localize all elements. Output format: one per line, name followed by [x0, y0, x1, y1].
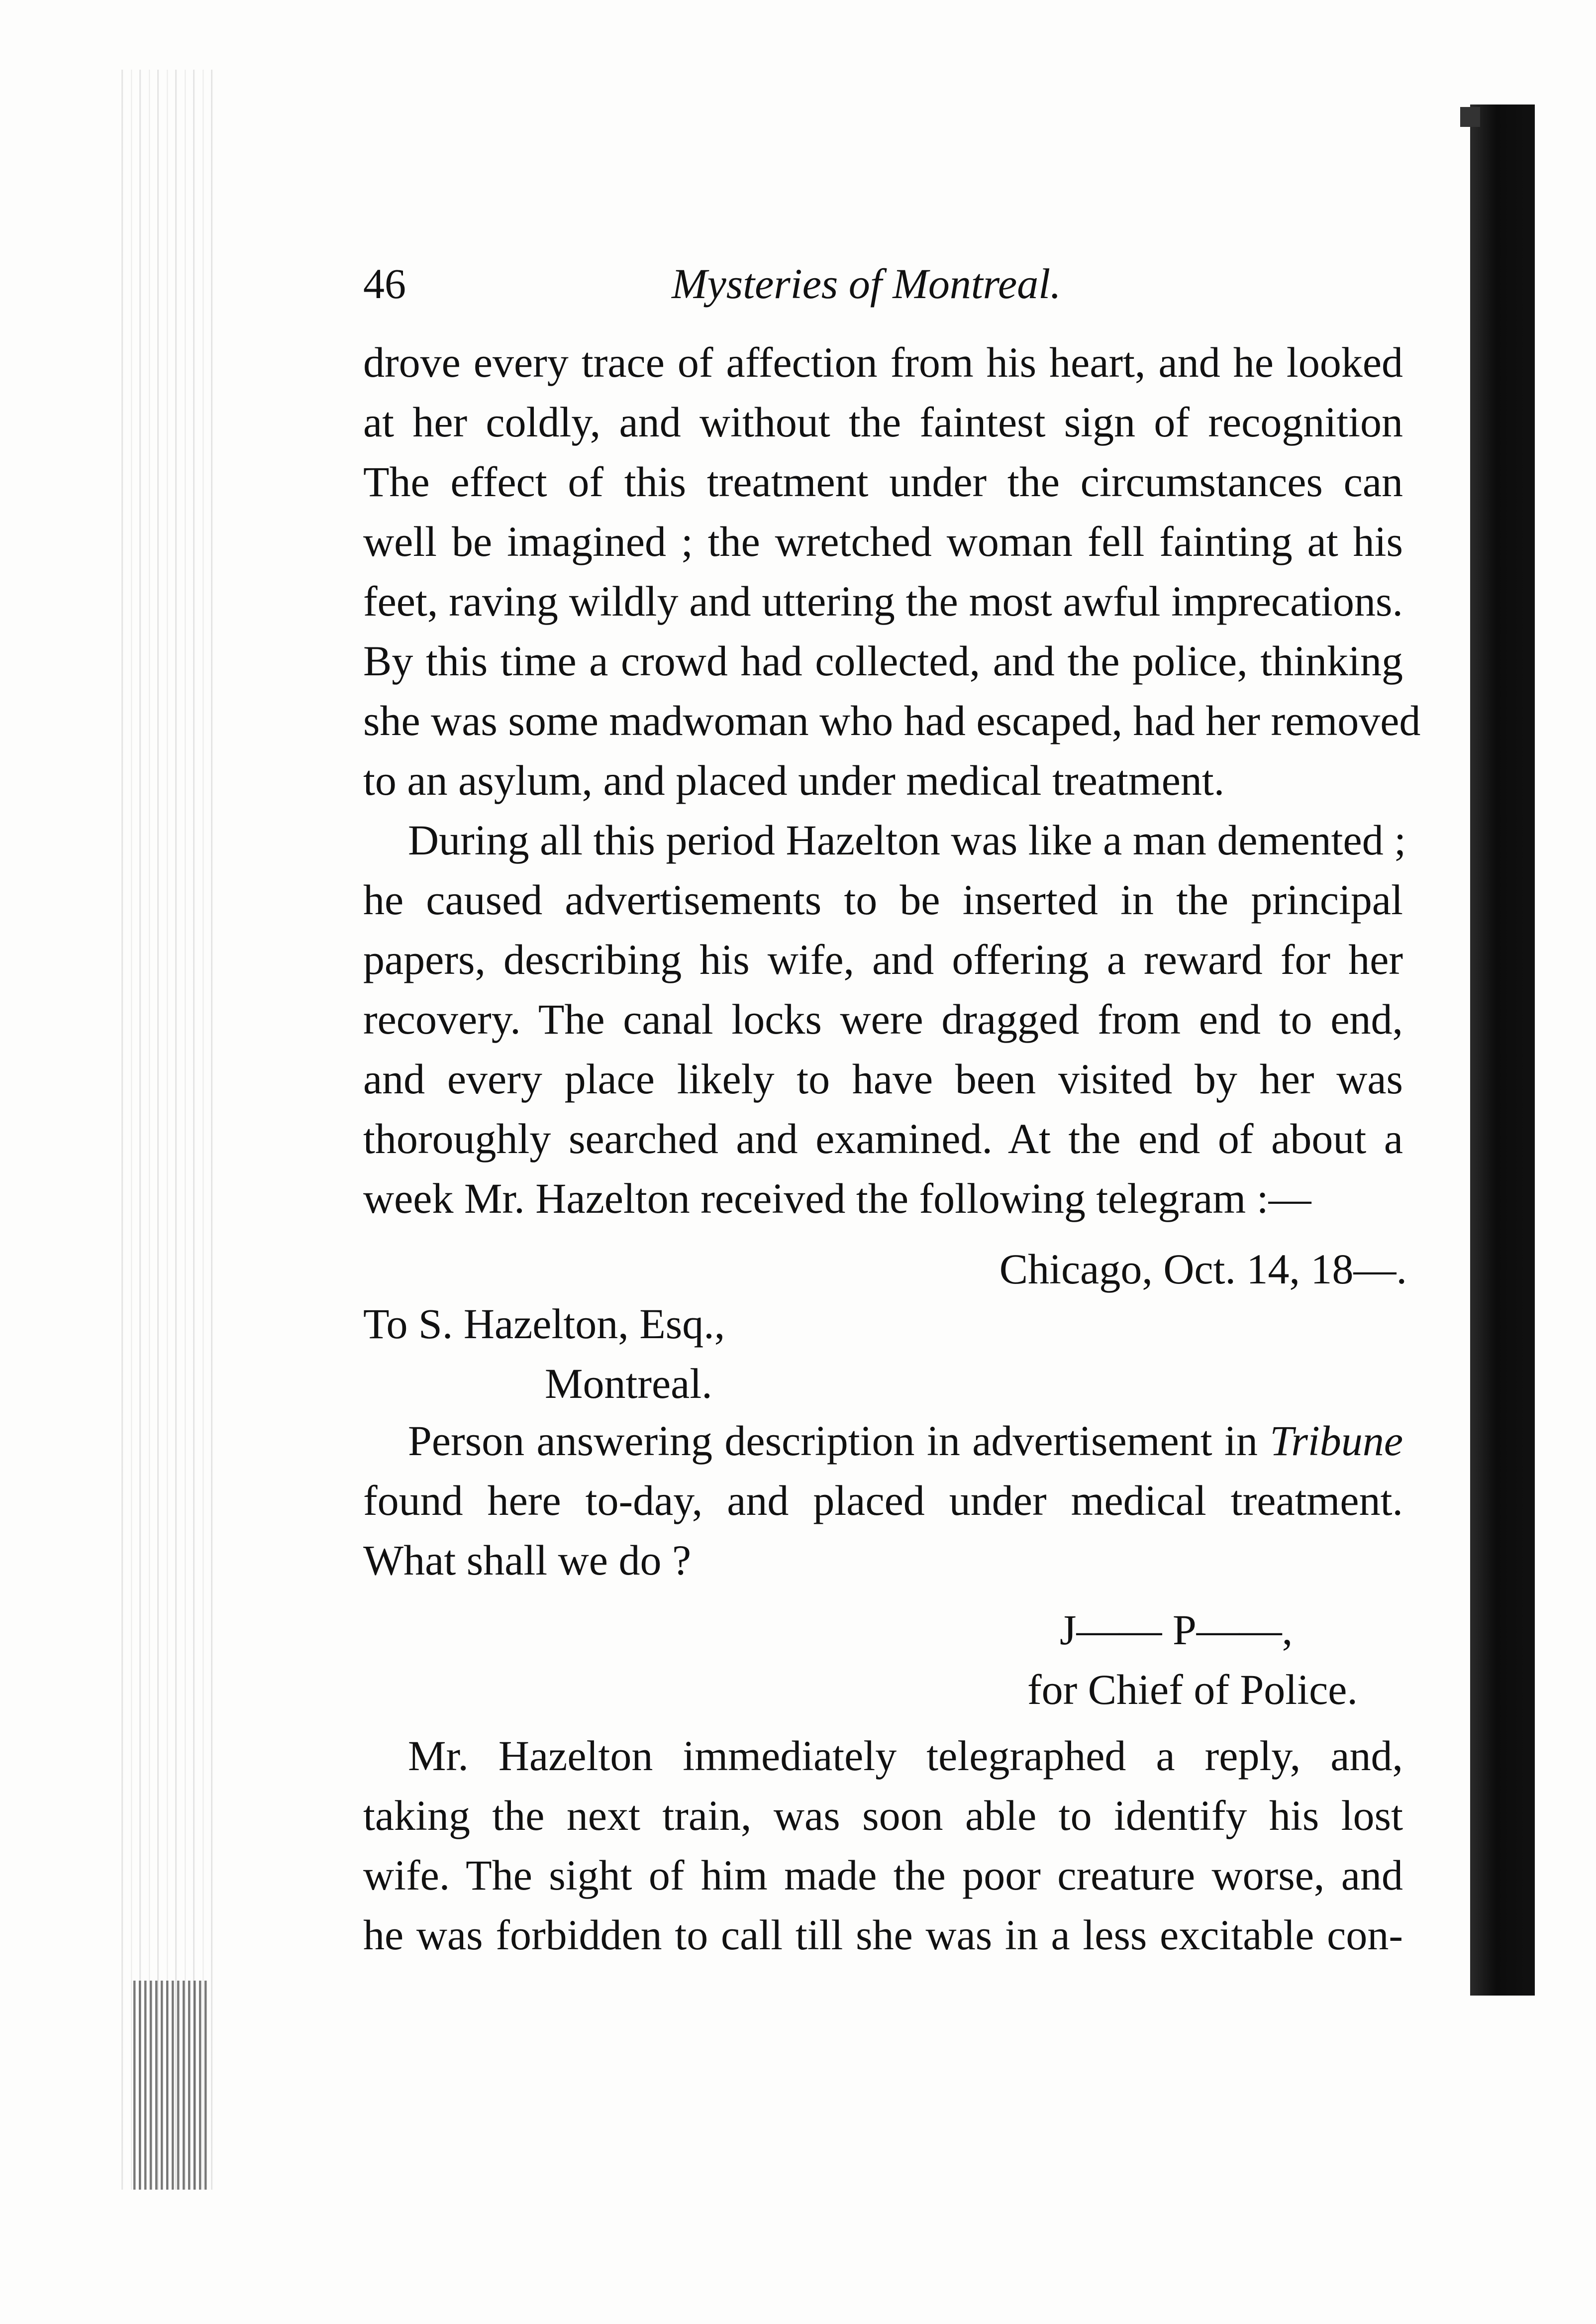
telegram-addressee: To S. Hazelton, Esq.,: [363, 1300, 725, 1348]
text-line: at her coldly, and without the faintest sign of recognition: [363, 398, 1403, 446]
telegram-city: Montreal.: [545, 1360, 712, 1407]
running-head: [363, 256, 1418, 311]
text-line: well be imagined ; the wretched woman fell fainting at his: [363, 518, 1403, 565]
text-line: he caused advertisements to be inserted in the principal: [363, 876, 1403, 924]
text-line: The effect of this treatment under the circumstances can: [363, 458, 1403, 506]
newspaper-name: Tribune: [1270, 1417, 1403, 1465]
text-line: recovery. The canal locks were dragged from end to end,: [363, 995, 1403, 1043]
telegram-signature-title: for Chief of Police.: [1027, 1666, 1358, 1713]
text-line: During all this period Hazelton was like a man demented ;: [408, 816, 1406, 864]
text-line: wife. The sight of him made the poor creature worse, and: [363, 1851, 1403, 1899]
binding-gutter-shadow: [114, 70, 219, 2190]
telegram-dateline: Chicago, Oct. 14, 18—.: [999, 1245, 1407, 1293]
text-line: thoroughly searched and examined. At the end of about a: [363, 1115, 1403, 1162]
page-number: 46: [363, 260, 406, 308]
page-edge-corner: [1460, 107, 1480, 127]
telegram-body-line: [363, 1411, 1403, 1471]
text-line: and every place likely to have been visited by her was: [363, 1055, 1403, 1103]
text-line: week Mr. Hazelton received the following telegram :—: [363, 1174, 1311, 1222]
page-edge-shadow: [1470, 105, 1535, 1996]
text-line: papers, describing his wife, and offering a reward for her: [363, 936, 1403, 983]
telegram-body-line: What shall we do ?: [363, 1536, 692, 1584]
text-line: By this time a crowd had collected, and the police, thinking: [363, 637, 1403, 685]
text-line: she was some madwoman who had escaped, had her removed: [363, 697, 1421, 744]
telegram-signature: J—— P——,: [1060, 1606, 1293, 1654]
telegram-body-line: found here to-day, and placed under medical treatment.: [363, 1477, 1403, 1524]
text-line: to an asylum, and placed under medical treatment.: [363, 756, 1225, 804]
text-line: taking the next train, was soon able to identify his lost: [363, 1792, 1403, 1839]
text-line: he was forbidden to call till she was in a less excitable con-: [363, 1911, 1403, 1959]
text-line: drove every trace of affection from his heart, and he looked: [363, 338, 1403, 386]
binding-gutter-shadow-dark: [133, 1981, 208, 2190]
text-line: Mr. Hazelton immediately telegraphed a reply, and,: [408, 1732, 1403, 1780]
telegram-body-text: Person answering description in advertisement in: [408, 1417, 1258, 1465]
running-title: Mysteries of Montreal.: [672, 260, 1061, 308]
text-line: feet, raving wildly and uttering the most awful imprecations.: [363, 577, 1403, 625]
